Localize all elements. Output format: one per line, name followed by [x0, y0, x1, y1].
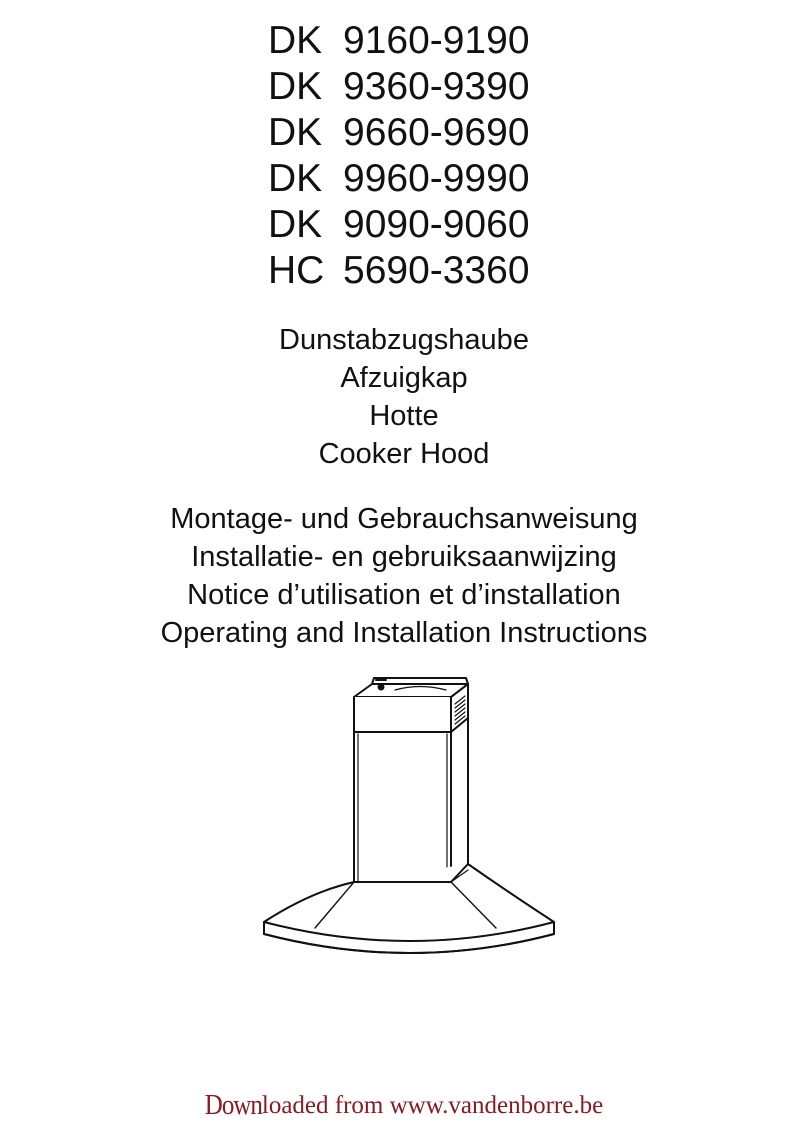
- model-prefix: DK: [268, 65, 323, 108]
- manual-title-nl: Installatie- en gebruiksaanwijzing: [191, 541, 617, 573]
- model-range: 9960-9990: [343, 157, 530, 200]
- download-source-note: [0, 1091, 808, 1121]
- model-range: 9360-9390: [343, 65, 530, 108]
- model-prefix: DK: [268, 19, 323, 62]
- model-prefix: DK: [268, 157, 323, 200]
- download-source-text: loaded from www.vandenborre.be: [261, 1092, 604, 1119]
- product-name-de: Dunstabzugshaube: [279, 324, 529, 356]
- model-prefix: DK: [268, 203, 323, 246]
- manual-title-de: Montage- und Gebrauchsanweisung: [170, 503, 638, 535]
- model-range: 9160-9190: [343, 19, 530, 62]
- model-prefix: HC: [268, 249, 325, 292]
- model-prefix: DK: [268, 111, 323, 154]
- cooker-hood-illustration: [250, 672, 570, 982]
- download-logo-mark: Down: [204, 1089, 262, 1121]
- model-range: 5690-3360: [343, 249, 530, 292]
- model-range: 9660-9690: [343, 111, 530, 154]
- product-name-en: Cooker Hood: [318, 438, 490, 470]
- product-name-nl: Afzuigkap: [340, 362, 468, 394]
- product-name-fr: Hotte: [369, 400, 439, 432]
- manual-title-fr: Notice d’utilisation et d’installation: [187, 579, 621, 611]
- manual-title-en: Operating and Installation Instructions: [160, 617, 648, 649]
- model-range: 9090-9060: [343, 203, 530, 246]
